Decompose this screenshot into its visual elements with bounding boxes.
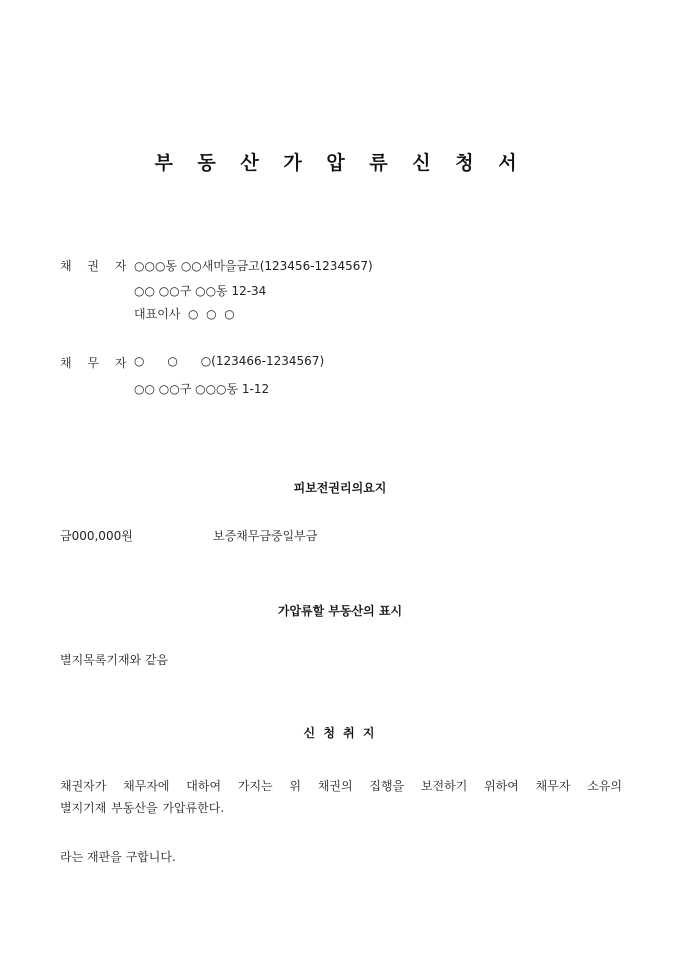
property-text: 별지목록기재와 같음	[60, 653, 169, 667]
claim-amount: 금000,000원	[60, 529, 133, 543]
document-title: 부 동 산 가 압 류 신 청 서	[154, 152, 526, 174]
creditor-label: 채 권 자	[60, 259, 133, 273]
debtor-address-line: ○○ ○○구 ○○○동 1-12	[134, 382, 270, 396]
purpose-line-1: 채권자가 채무자에 대하여 가지는 위 채권의 집행을 보전하기 위하여 채무자 소유의	[60, 779, 622, 793]
purpose-line-2: 별지기재 부동산을 가압류한다.	[60, 801, 225, 815]
secured-right-heading: 피보전권리의요지	[293, 481, 387, 495]
claim-description: 보증채무금중일부금	[213, 529, 318, 543]
purpose-heading: 신 청 취 지	[303, 726, 377, 740]
debtor-name-line: ○ ○ ○(123466-1234567)	[134, 354, 325, 368]
creditor-address-line: ○○ ○○구 ○○동 12-34	[134, 284, 267, 298]
closing-statement: 라는 재판을 구합니다.	[60, 850, 176, 864]
property-heading: 가압류할 부동산의 표시	[277, 604, 403, 618]
debtor-label: 채 무 자	[60, 356, 133, 370]
creditor-name-line: ○○○동 ○○새마을금고(123456-1234567)	[134, 259, 373, 273]
creditor-representative-line: 대표이사 ○ ○ ○	[134, 307, 235, 321]
